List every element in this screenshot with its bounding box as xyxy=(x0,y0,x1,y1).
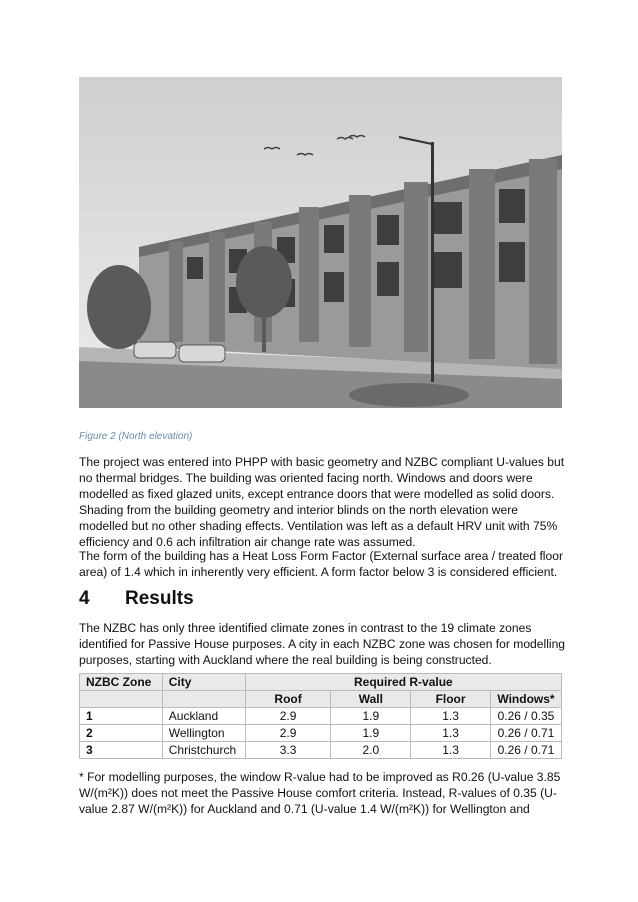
section-heading xyxy=(79,588,194,610)
header-required-r-value: Required R-value xyxy=(245,674,561,691)
cell-wall: 1.9 xyxy=(331,708,411,725)
figure-caption: Figure 2 (North elevation) xyxy=(79,431,193,442)
r-value-table xyxy=(79,673,562,759)
cell-wall: 1.9 xyxy=(331,725,411,742)
building-rendering-image xyxy=(79,77,562,408)
empty-cell xyxy=(162,691,245,708)
header-windows: Windows* xyxy=(490,691,561,708)
cell-wall: 2.0 xyxy=(331,742,411,759)
cell-roof: 2.9 xyxy=(245,708,331,725)
table-row xyxy=(80,742,562,759)
section-title: Results xyxy=(125,588,194,609)
paragraph-footnote: * For modelling purposes, the window R-value had to be improved as R0.26 (U-value 3.85 W/(m²K)) does not meet the Passive House comfort criteria. Instead, R-values of 0.35 (U-value 2.87 W/(m²K)) for Auckland and 0.71 (U-value 1.4 W/(m²K)) for Wellington and xyxy=(79,770,561,816)
cell-zone: 1 xyxy=(80,708,163,725)
header-zone: NZBC Zone xyxy=(80,674,163,691)
cell-floor: 1.3 xyxy=(411,725,491,742)
paragraph-phpp-modelling: The project was entered into PHPP with basic geometry and NZBC compliant U-values but no thermal bridges. The building was oriented facing north. Windows and doors were modelled as fixed glazed units, except entrance doors that were modelled as solid doors. Shading from the building geometry and interior blinds on the north elevation were modelled but no other shading effects. Ventilation was left as a default HRV unit with 75% efficiency and 0.6 ach infiltration air change rate was assumed. xyxy=(79,455,565,549)
cell-roof: 2.9 xyxy=(245,725,331,742)
header-city: City xyxy=(162,674,245,691)
header-roof: Roof xyxy=(245,691,331,708)
cell-floor: 1.3 xyxy=(411,708,491,725)
table-subheader-row xyxy=(80,691,562,708)
empty-cell xyxy=(80,691,163,708)
cell-roof: 3.3 xyxy=(245,742,331,759)
cell-windows: 0.26 / 0.71 xyxy=(490,725,561,742)
cell-windows: 0.26 / 0.71 xyxy=(490,742,561,759)
cell-city: Christchurch xyxy=(162,742,245,759)
cell-city: Wellington xyxy=(162,725,245,742)
table-header-row xyxy=(80,674,562,691)
header-floor: Floor xyxy=(411,691,491,708)
cell-city: Auckland xyxy=(162,708,245,725)
table-row xyxy=(80,725,562,742)
cell-zone: 2 xyxy=(80,725,163,742)
cell-floor: 1.3 xyxy=(411,742,491,759)
cell-zone: 3 xyxy=(80,742,163,759)
section-number: 4 xyxy=(79,588,90,609)
table-row xyxy=(80,708,562,725)
header-wall: Wall xyxy=(331,691,411,708)
paragraph-climate-zones: The NZBC has only three identified climate zones in contrast to the 19 climate zones identified for Passive House purposes. A city in each NZBC zone was chosen for modelling purposes, starting with Auckland where the real building is being constructed. xyxy=(79,621,566,667)
cell-windows: 0.26 / 0.35 xyxy=(490,708,561,725)
paragraph-form-factor: The form of the building has a Heat Loss Form Factor (External surface area / treated floor area) of 1.4 which in inherently very efficient. A form factor below 3 is considered efficient. xyxy=(79,549,563,579)
